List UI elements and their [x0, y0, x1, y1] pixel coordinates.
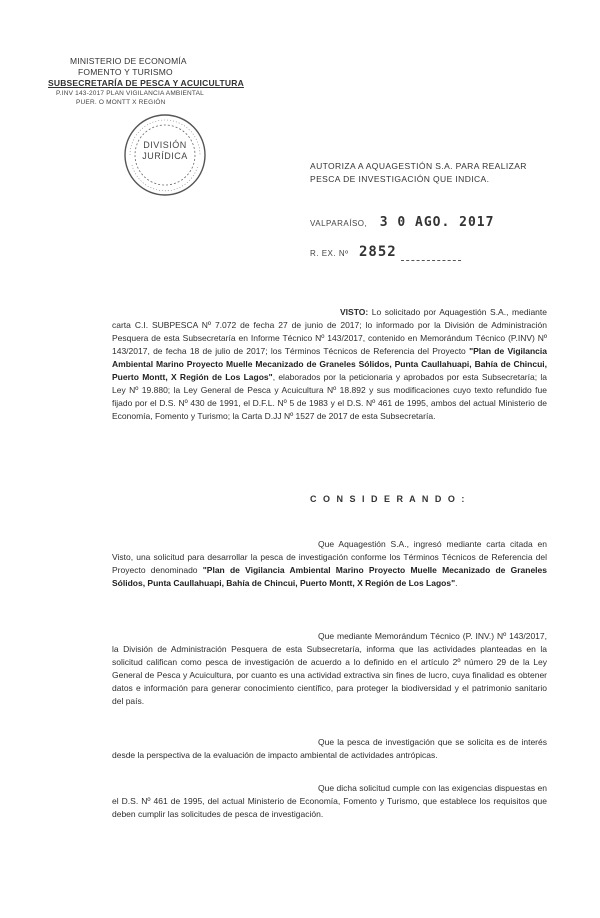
- considerando-paragraph-1: [112, 538, 547, 590]
- considerando-paragraph-2: Que mediante Memorándum Técnico (P. INV.) Nº 143/2017, la División de Administración Pesquera de esta Subsecretaría, informa que las actividades planteadas en la solicitud califican como pesca de investigación de acuerdo a lo definido en el artículo 2º número 29 de la Ley General de Pesca y Acuicultura, por cuanto es una actividad extractiva sin fines de lucro, cuya finalidad es obtener datos e información para generar conocimiento científico, para proteger la biodiversidad y el patrimonio sanitario del país.: [112, 631, 547, 706]
- resolution-date: [310, 213, 530, 231]
- letterhead: [48, 56, 262, 107]
- ministry-line-1: MINISTERIO DE ECONOMÍA: [70, 56, 187, 66]
- subsecretaria-name: SUBSECRETARÍA DE PESCA Y ACUICULTURA: [48, 78, 244, 88]
- visto-text-part-2: , elaborados por la peticionaria y aprobados por esta Subsecretaría; la Ley Nº 19.880; la Ley General de Pesca y Acuicultura Nº 18.892 y sus modificaciones cuyo texto refundido fue fijado por el D.S. Nº 430 de 1991, el D.F.L. Nº 5 de 1983 y el D.S. Nº 461 de 1995, ambos del actual Ministerio de Economía, Fomento y Turismo; la Carta D.JJ Nº 1527 de 2017 de esta Subsecretaría.: [112, 372, 547, 421]
- visto-paragraph: [112, 306, 547, 423]
- division-juridica-stamp: [120, 110, 210, 200]
- subject-line-2: PESCA DE INVESTIGACIÓN QUE INDICA.: [310, 174, 490, 184]
- visto-text-part-1: Lo solicitado por Aquagestión S.A., mediante carta C.I. SUBPESCA Nº 7.072 de fecha 27 de junio de 2017; lo informado por la División de Administración Pesquera de esta Subsecretaría en Informe Técnico Nº 143/2017, contenido en Memorándum Técnico (P.INV) Nº 143/2017, de fecha 18 de julio de 2017; los Términos Técnicos de Referencia del Proyecto: [112, 307, 547, 356]
- visto-project-name: "Plan de Vigilancia Ambiental Marino Proyecto Muelle Mecanizado de Graneles Sólidos, Punta Caullahuapi, Bahía de Chincui, Puerto Montt, X Región de Los Lagos": [112, 346, 547, 382]
- stamp-line-1: DIVISIÓN: [143, 140, 187, 150]
- resolution-prefix: R. EX. Nº: [310, 249, 349, 258]
- resolution-underline: [401, 250, 461, 261]
- considerando-p1-text: Que Aquagestión S.A., ingresó mediante carta citada en Visto, una solicitud para desarrollar la pesca de investigación conforme los Términos Técnicos de Referencia del Proyecto denominado: [112, 539, 547, 575]
- ministry-line-2: FOMENTO Y TURISMO: [78, 67, 173, 77]
- visto-label: VISTO:: [340, 307, 369, 317]
- considerando-p1-end: .: [455, 578, 458, 588]
- considerando-title: C O N S I D E R A N D O :: [310, 494, 467, 504]
- resolution-subject: [310, 160, 570, 186]
- date-value: 3 0 AGO. 2017: [379, 215, 495, 230]
- resolution-number-line: [310, 243, 530, 261]
- considerando-p1-project: "Plan de Vigilancia Ambiental Marino Proyecto Muelle Mecanizado de Graneles Sólidos, Punta Caullahuapi, Bahía de Chincui, Puerto Montt, X Región de Los Lagos": [112, 565, 547, 588]
- reference-line-1: P.INV 143-2017 PLAN VIGILANCIA AMBIENTAL: [56, 90, 204, 97]
- resolution-number: 2852: [359, 244, 397, 260]
- considerando-paragraph-3: Que la pesca de investigación que se solicita es de interés desde la perspectiva de la evaluación de impacto ambiental de actividades antrópicas.: [112, 737, 547, 760]
- considerando-paragraph-4: Que dicha solicitud cumple con las exigencias dispuestas en el D.S. Nº 461 de 1995, del actual Ministerio de Economía, Fomento y Turismo, que establece los requisitos que deben cumplir las solicitudes de pesca de investigación.: [112, 783, 547, 819]
- date-place: VALPARAÍSO,: [310, 219, 368, 228]
- stamp-line-2: JURÍDICA: [142, 151, 188, 161]
- subject-line-1: AUTORIZA A AQUAGESTIÓN S.A. PARA REALIZAR: [310, 161, 527, 171]
- reference-line-2: PUER. O MONTT X REGIÓN: [76, 99, 166, 106]
